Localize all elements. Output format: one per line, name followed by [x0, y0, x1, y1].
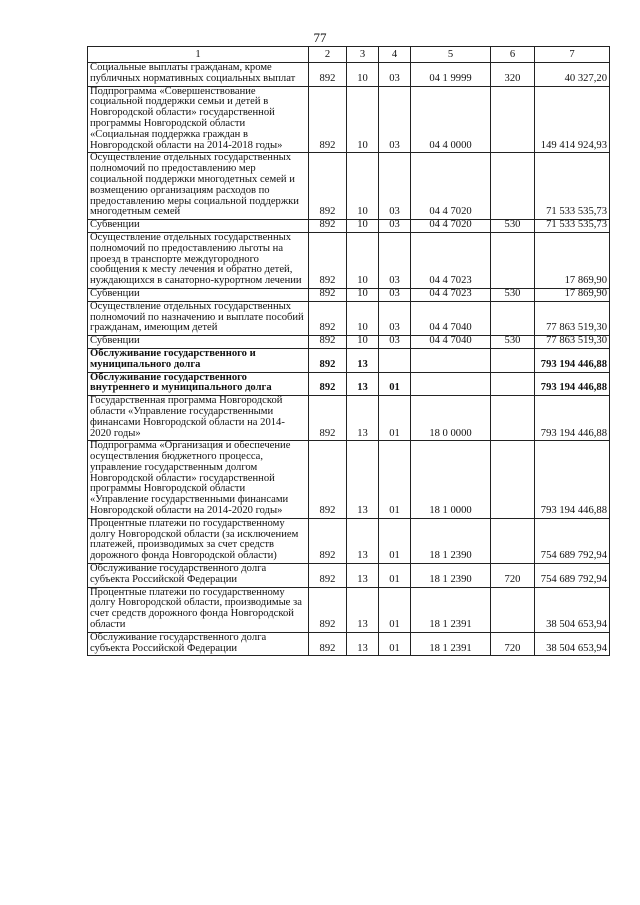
- subsection-code-cell: 01: [379, 632, 411, 656]
- subsection-code-cell: 03: [379, 86, 411, 153]
- section-code-cell: 13: [347, 587, 379, 632]
- target-article-cell: 04 4 7020: [411, 220, 491, 233]
- section-code-cell: 13: [347, 441, 379, 519]
- column-header: 4: [379, 47, 411, 63]
- row-name-cell: Осуществление отдельных государственных полномочий по предоставлению мер социальной поддержки многодетных семей и возмещению организациям расходов по предоставлению меры социальной поддержки многодетным семей: [88, 153, 309, 220]
- ministry-code-cell: 892: [309, 288, 347, 301]
- row-name-cell: Социальные выплаты гражданам, кроме публичных нормативных социальных выплат: [88, 63, 309, 87]
- amount-cell: 77 863 519,30: [535, 301, 610, 335]
- target-article-cell: 04 4 0000: [411, 86, 491, 153]
- ministry-code-cell: 892: [309, 441, 347, 519]
- row-name-cell: Государственная программа Новгородской области «Управление государственными финансами Новгородской области на 2014-2020 годы»: [88, 396, 309, 441]
- row-name-cell: Субвенции: [88, 220, 309, 233]
- row-name-cell: Процентные платежи по государственному долгу Новгородской области, производимые за счет средств дорожного фонда Новгородской области: [88, 587, 309, 632]
- subsection-code-cell: 03: [379, 232, 411, 288]
- table-row: [88, 348, 610, 372]
- row-name-cell: Осуществление отдельных государственных полномочий по назначению и выплате пособий гражданам, имеющим детей: [88, 301, 309, 335]
- column-header: 6: [491, 47, 535, 63]
- amount-cell: 754 689 792,94: [535, 518, 610, 563]
- subsection-code-cell: 03: [379, 220, 411, 233]
- expense-type-cell: [491, 153, 535, 220]
- table-row: [88, 518, 610, 563]
- subsection-code-cell: 01: [379, 518, 411, 563]
- ministry-code-cell: 892: [309, 587, 347, 632]
- table-row: [88, 220, 610, 233]
- section-code-cell: 10: [347, 336, 379, 349]
- row-name-cell: Подпрограмма «Организация и обеспечение осуществления бюджетного процесса, управление государственным долгом Новгородской области» государственной программы Новгородской области «Управление государственными финансами Новгородской области на 2014-2020 годы»: [88, 441, 309, 519]
- section-code-cell: 13: [347, 632, 379, 656]
- ministry-code-cell: 892: [309, 63, 347, 87]
- amount-cell: 77 863 519,30: [535, 336, 610, 349]
- amount-cell: 17 869,90: [535, 232, 610, 288]
- section-code-cell: 10: [347, 153, 379, 220]
- target-article-cell: 04 4 7023: [411, 232, 491, 288]
- amount-cell: 38 504 653,94: [535, 587, 610, 632]
- subsection-code-cell: 01: [379, 441, 411, 519]
- subsection-code-cell: 03: [379, 288, 411, 301]
- table-row: [88, 396, 610, 441]
- table-row: [88, 441, 610, 519]
- expense-type-cell: [491, 372, 535, 396]
- table-row: [88, 153, 610, 220]
- row-name-cell: Обслуживание государственного внутреннего и муниципального долга: [88, 372, 309, 396]
- ministry-code-cell: 892: [309, 336, 347, 349]
- row-name-cell: Обслуживание государственного долга субъекта Российской Федерации: [88, 564, 309, 588]
- section-code-cell: 10: [347, 86, 379, 153]
- table-row: [88, 372, 610, 396]
- table-row: [88, 86, 610, 153]
- column-header: 1: [88, 47, 309, 63]
- amount-cell: 793 194 446,88: [535, 441, 610, 519]
- section-code-cell: 13: [347, 564, 379, 588]
- table-row: [88, 63, 610, 87]
- section-code-cell: 10: [347, 288, 379, 301]
- subsection-code-cell: 03: [379, 63, 411, 87]
- subsection-code-cell: 03: [379, 153, 411, 220]
- section-code-cell: 13: [347, 518, 379, 563]
- column-number-row: [88, 47, 610, 63]
- row-name-cell: Субвенции: [88, 288, 309, 301]
- column-header: 7: [535, 47, 610, 63]
- target-article-cell: 18 1 2391: [411, 587, 491, 632]
- subsection-code-cell: 03: [379, 301, 411, 335]
- expense-type-cell: [491, 396, 535, 441]
- target-article-cell: 18 1 0000: [411, 441, 491, 519]
- target-article-cell: 18 0 0000: [411, 396, 491, 441]
- amount-cell: 40 327,20: [535, 63, 610, 87]
- ministry-code-cell: 892: [309, 518, 347, 563]
- page-number: 77: [313, 30, 327, 45]
- budget-table: [87, 46, 610, 656]
- section-code-cell: 10: [347, 232, 379, 288]
- row-name-cell: Процентные платежи по государственному долгу Новгородской области (за исключением платежей, производимых за счет средств дорожного фонда Новгородской области): [88, 518, 309, 563]
- amount-cell: 149 414 924,93: [535, 86, 610, 153]
- section-code-cell: 13: [347, 372, 379, 396]
- amount-cell: 793 194 446,88: [535, 372, 610, 396]
- amount-cell: 754 689 792,94: [535, 564, 610, 588]
- section-code-cell: 10: [347, 63, 379, 87]
- table-row: [88, 632, 610, 656]
- ministry-code-cell: 892: [309, 153, 347, 220]
- section-code-cell: 10: [347, 301, 379, 335]
- subsection-code-cell: 03: [379, 336, 411, 349]
- ministry-code-cell: 892: [309, 564, 347, 588]
- table-row: [88, 288, 610, 301]
- target-article-cell: 18 1 2390: [411, 564, 491, 588]
- section-code-cell: 13: [347, 348, 379, 372]
- expense-type-cell: 530: [491, 220, 535, 233]
- section-code-cell: 13: [347, 396, 379, 441]
- subsection-code-cell: 01: [379, 372, 411, 396]
- expense-type-cell: [491, 232, 535, 288]
- target-article-cell: 04 4 7023: [411, 288, 491, 301]
- ministry-code-cell: 892: [309, 301, 347, 335]
- ministry-code-cell: 892: [309, 632, 347, 656]
- expense-type-cell: [491, 518, 535, 563]
- ministry-code-cell: 892: [309, 232, 347, 288]
- row-name-cell: Обслуживание государственного долга субъекта Российской Федерации: [88, 632, 309, 656]
- ministry-code-cell: 892: [309, 220, 347, 233]
- target-article-cell: [411, 372, 491, 396]
- amount-cell: 793 194 446,88: [535, 348, 610, 372]
- table-row: [88, 301, 610, 335]
- target-article-cell: 18 1 2390: [411, 518, 491, 563]
- row-name-cell: Субвенции: [88, 336, 309, 349]
- row-name-cell: Подпрограмма «Совершенствование социальной поддержки семьи и детей в Новгородской области» государственной программы Новгородской области «Социальная поддержка граждан в Новгородской области на 2014-2018 годы»: [88, 86, 309, 153]
- column-header: 3: [347, 47, 379, 63]
- expense-type-cell: 320: [491, 63, 535, 87]
- subsection-code-cell: 01: [379, 587, 411, 632]
- expense-type-cell: [491, 348, 535, 372]
- column-header: 5: [411, 47, 491, 63]
- target-article-cell: 04 4 7040: [411, 301, 491, 335]
- section-code-cell: 10: [347, 220, 379, 233]
- amount-cell: 38 504 653,94: [535, 632, 610, 656]
- expense-type-cell: [491, 301, 535, 335]
- target-article-cell: 04 1 9999: [411, 63, 491, 87]
- column-header: 2: [309, 47, 347, 63]
- ministry-code-cell: 892: [309, 372, 347, 396]
- ministry-code-cell: 892: [309, 396, 347, 441]
- expense-type-cell: 720: [491, 632, 535, 656]
- target-article-cell: 18 1 2391: [411, 632, 491, 656]
- expense-type-cell: 530: [491, 288, 535, 301]
- table-row: [88, 232, 610, 288]
- target-article-cell: 04 4 7020: [411, 153, 491, 220]
- amount-cell: 71 533 535,73: [535, 220, 610, 233]
- target-article-cell: 04 4 7040: [411, 336, 491, 349]
- table-row: [88, 564, 610, 588]
- amount-cell: 793 194 446,88: [535, 396, 610, 441]
- ministry-code-cell: 892: [309, 348, 347, 372]
- expense-type-cell: [491, 587, 535, 632]
- expense-type-cell: 720: [491, 564, 535, 588]
- expense-type-cell: 530: [491, 336, 535, 349]
- ministry-code-cell: 892: [309, 86, 347, 153]
- table-row: [88, 336, 610, 349]
- subsection-code-cell: [379, 348, 411, 372]
- row-name-cell: Осуществление отдельных государственных полномочий по предоставлению льготы на проезд в транспорте междугородного сообщения к месту лечения и обратно детей, нуждающихся в санаторно-курортном лечении: [88, 232, 309, 288]
- row-name-cell: Обслуживание государственного и муниципального долга: [88, 348, 309, 372]
- target-article-cell: [411, 348, 491, 372]
- amount-cell: 71 533 535,73: [535, 153, 610, 220]
- subsection-code-cell: 01: [379, 564, 411, 588]
- expense-type-cell: [491, 86, 535, 153]
- table-row: [88, 587, 610, 632]
- subsection-code-cell: 01: [379, 396, 411, 441]
- expense-type-cell: [491, 441, 535, 519]
- amount-cell: 17 869,90: [535, 288, 610, 301]
